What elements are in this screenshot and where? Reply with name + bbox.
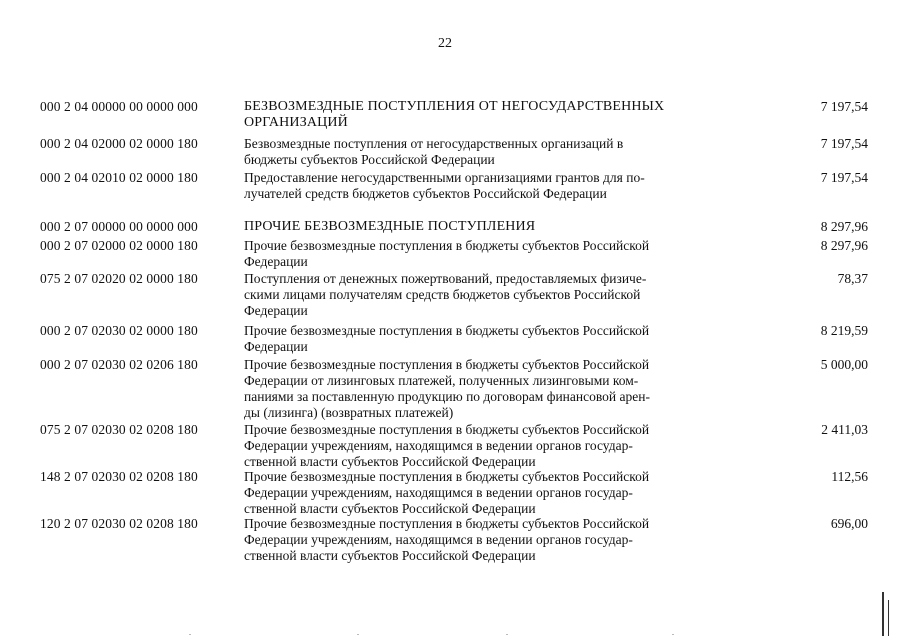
description-line: бюджеты субъектов Российской Федерации: [244, 152, 495, 167]
description-line: Федерации от лизинговых платежей, полученных лизинговыми ком-: [244, 373, 639, 388]
scan-edge-mark: [882, 592, 884, 636]
amount-value: 7 197,54: [820, 170, 868, 185]
budget-code: 000 2 04 00000 00 0000 000: [40, 99, 198, 114]
budget-code: 000 2 07 00000 00 0000 000: [40, 219, 198, 234]
income-description: [244, 516, 714, 564]
description-line: Федерации учреждениям, находящимся в ведении органов государ-: [244, 485, 633, 500]
description-line: Прочие безвозмездные поступления в бюджеты субъектов Российской: [244, 357, 650, 372]
scan-speck: [189, 634, 191, 635]
description-line: ОРГАНИЗАЦИЙ: [244, 115, 348, 130]
budget-code: 000 2 07 02030 02 0206 180: [40, 357, 198, 372]
budget-code: 075 2 07 02020 02 0000 180: [40, 271, 198, 286]
budget-code: 000 2 07 02030 02 0000 180: [40, 323, 198, 338]
description-line: лучателей средств бюджетов субъектов Российской Федерации: [244, 186, 607, 201]
scan-speck: [506, 634, 508, 635]
amount-value: 78,37: [837, 271, 868, 286]
description-line: Прочие безвозмездные поступления в бюджеты субъектов Российской: [244, 323, 650, 338]
amount-value: 2 411,03: [821, 422, 868, 437]
budget-code: 000 2 04 02010 02 0000 180: [40, 170, 198, 185]
amount-value: 7 197,54: [820, 99, 868, 114]
description-line: ственной власти субъектов Российской Федерации: [244, 548, 536, 563]
income-description: [244, 170, 714, 202]
income-description: [244, 99, 714, 131]
description-line: Прочие безвозмездные поступления в бюджеты субъектов Российской: [244, 516, 650, 531]
description-line: скими лицами получателям средств бюджетов субъектов Российской: [244, 287, 641, 302]
income-description: [244, 219, 714, 235]
amount-value: 112,56: [831, 469, 868, 484]
budget-code: 120 2 07 02030 02 0208 180: [40, 516, 198, 531]
scan-speck: [357, 634, 359, 635]
income-description: [244, 271, 714, 319]
budget-code: 148 2 07 02030 02 0208 180: [40, 469, 198, 484]
description-line: ственной власти субъектов Российской Федерации: [244, 501, 536, 516]
description-line: ПРОЧИЕ БЕЗВОЗМЕЗДНЫЕ ПОСТУПЛЕНИЯ: [244, 219, 536, 234]
description-line: Федерации учреждениям, находящимся в ведении органов государ-: [244, 438, 633, 453]
amount-value: 8 297,96: [820, 219, 868, 234]
description-line: Прочие безвозмездные поступления в бюджеты субъектов Российской: [244, 469, 650, 484]
amount-value: 5 000,00: [820, 357, 868, 372]
income-description: [244, 357, 714, 421]
scan-speck: [672, 634, 674, 635]
income-description: [244, 136, 714, 168]
amount-value: 696,00: [830, 516, 868, 531]
description-line: Предоставление негосударственными организациями грантов для по-: [244, 170, 645, 185]
income-description: [244, 323, 714, 355]
description-line: паниями за поставленную продукцию по договорам финансовой арен-: [244, 389, 650, 404]
description-line: Поступления от денежных пожертвований, предоставляемых физиче-: [244, 271, 647, 286]
description-line: ственной власти субъектов Российской Федерации: [244, 454, 536, 469]
income-description: [244, 238, 714, 270]
description-line: БЕЗВОЗМЕЗДНЫЕ ПОСТУПЛЕНИЯ ОТ НЕГОСУДАРСТВЕННЫХ: [244, 99, 665, 114]
income-description: [244, 422, 714, 470]
budget-code: 075 2 07 02030 02 0208 180: [40, 422, 198, 437]
description-line: ды (лизинга) (возвратных платежей): [244, 405, 454, 420]
amount-value: 8 219,59: [820, 323, 868, 338]
page-number: 22: [438, 36, 452, 51]
amount-value: 7 197,54: [820, 136, 868, 151]
description-line: Федерации учреждениям, находящимся в ведении органов государ-: [244, 532, 633, 547]
income-description: [244, 469, 714, 517]
description-line: Безвозмездные поступления от негосударственных организаций в: [244, 136, 624, 151]
scan-edge-mark: [888, 600, 889, 636]
description-line: Федерации: [244, 303, 308, 318]
budget-code: 000 2 07 02000 02 0000 180: [40, 238, 198, 253]
description-line: Прочие безвозмездные поступления в бюджеты субъектов Российской: [244, 422, 650, 437]
description-line: Федерации: [244, 339, 308, 354]
amount-value: 8 297,96: [820, 238, 868, 253]
budget-code: 000 2 04 02000 02 0000 180: [40, 136, 198, 151]
description-line: Прочие безвозмездные поступления в бюджеты субъектов Российской: [244, 238, 650, 253]
description-line: Федерации: [244, 254, 308, 269]
